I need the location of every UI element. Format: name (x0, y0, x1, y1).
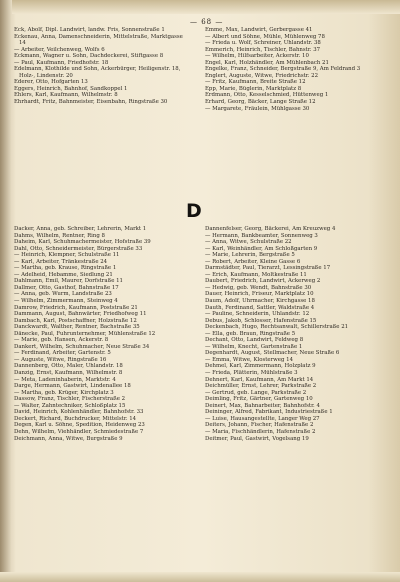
directory-entry: — Wilhelm, Zimmermann, Steinweg 4 (14, 298, 118, 305)
directory-entry: Dehnert, Karl, Kaufmann, Am Markt 14 (205, 376, 314, 383)
directory-entry: — Frieda, Plätterin, Mühlstraße 3 (205, 370, 298, 377)
directory-entry: — Frieda u. Wolf, Schreiner, Uhlandstr. 38 (205, 40, 321, 47)
directory-entry: Engel, Karl, Holzhändler, Am Mühlenbach 21 (205, 59, 329, 66)
top-left-column (14, 27, 190, 106)
directory-entry: — Ferdinand, Arbeiter, Gartenstr. 5 (14, 350, 111, 357)
directory-entry: Deimling, Fritz, Gärtner, Gartenweg 10 (205, 396, 313, 403)
directory-entry: Dahlmann, Emil, Maurer, Dorfstraße 11 (14, 278, 123, 285)
directory-entry: Dankert, Wilhelm, Schuhmacher, Neue Straße 34 (14, 343, 150, 350)
directory-entry: — Heinrich, Klempner, Schulstraße 11 (14, 252, 120, 259)
directory-entry: — Anna, geb. Wurm, Landstraße 23 (14, 291, 112, 298)
directory-entry: Dannenfelser, Georg, Bäckerei, Am Kreuzweg 4 (205, 226, 336, 232)
directory-entry: — Emma, Witwe, Klosterweg 14 (205, 356, 293, 363)
directory-entry: — Hedwig, geb. Wendt, Bahnstraße 30 (205, 284, 312, 291)
directory-entry: Eggers, Heinrich, Bahnhof, Sandkoppel 1 (14, 85, 128, 92)
directory-entry: Edelmann, Klothilde und Sohn, Ackerbürger, Heiligenstr. 18, Holz-, Lindenstr. 20 (14, 66, 181, 79)
directory-entry: — Martha, geb. Krause, Ringstraße 1 (14, 265, 117, 272)
right-column (205, 226, 381, 442)
directory-entry: Dammann, August, Bahnwärter, Friedhofweg 11 (14, 311, 147, 318)
section-letter: D (186, 200, 202, 222)
directory-entry: Danzig, Ernst, Kaufmann, Wilhelmstr. 8 (14, 370, 123, 377)
directory-entry: — Margarete, Fräulein, Mühlgasse 30 (205, 105, 310, 112)
directory-entry: Dänecke, Paul, Fuhrunternehmer, Mühlenstraße 12 (14, 330, 156, 337)
directory-entry: Deitmer, Paul, Gastwirt, Vogelsang 19 (205, 435, 309, 442)
directory-entry: Epp, Marie, Büglerin, Marktplatz 8 (205, 85, 302, 92)
directory-entry: Dauth, Ferdinand, Sattler, Waldstraße 4 (205, 304, 315, 311)
directory-entry: — Gertrud, geb. Lange, Parkstraße 2 (205, 389, 307, 396)
directory-entry: — Maria, Fischhändlerin, Hafenstraße 2 (205, 428, 316, 435)
directory-entry: — Walter, Zahntechniker, Schloßplatz 15 (14, 402, 126, 409)
directory-entry: — Karl, Weinhändler, Am Schloßgarten 9 (205, 245, 318, 252)
directory-entry: Englert, Auguste, Witwe, Friedrichstr. 22 (205, 72, 319, 79)
directory-entry: Dehn, Wilhelm, Viehhändler, Schmiedestraße 7 (14, 428, 144, 435)
directory-entry: Ehlers, Karl, Kaufmann, Wilhelmstr. 8 (14, 92, 118, 99)
directory-entry: — Wilhelm, Knecht, Gartenstraße 1 (205, 343, 303, 350)
directory-entry: Dehmel, Karl, Zimmermann, Holzplatz 9 (205, 363, 316, 370)
directory-entry: Dallmer, Otto, Gasthof, Bahnstraße 17 (14, 284, 119, 291)
left-column (14, 226, 190, 442)
directory-entry: — Pauline, Schneiderin, Uhlandstr. 12 (205, 311, 310, 318)
directory-entry: — Marie, geb. Hansen, Ackerstr. 8 (14, 337, 109, 344)
directory-entry: — Marie, Lehrerin, Bergstraße 5 (205, 252, 295, 259)
directory-entry: Eckenau, Anna, Damenschneiderin, Mittelstraße, Marktgasse 14 (14, 33, 183, 47)
directory-entry: Degenhardt, August, Stellmacher, Neue Straße 6 (205, 350, 340, 357)
directory-entry: Deckert, Richard, Buchdrucker, Mittelstr. 14 (14, 415, 137, 422)
top-right-column (205, 27, 381, 112)
directory-entry: Deichmann, Anna, Witwe, Burgstraße 9 (14, 435, 123, 442)
directory-entry: Deiters, Johann, Fischer, Hafenstraße 2 (205, 422, 314, 429)
directory-entry: Erhard, Georg, Bäcker, Lange Straße 12 (205, 99, 316, 106)
directory-entry: — Karl, Arbeiter, Tränkestraße 24 (14, 258, 108, 265)
page-top-edge (0, 0, 400, 14)
directory-entry: — Paul, Kaufmann, Friedhofstr. 18 (14, 59, 109, 66)
directory-entry: Erdmann, Otto, Kesselschmied, Hüttenweg 1 (205, 92, 329, 99)
directory-entry: — Auguste, Witwe, Ringstraße 16 (14, 356, 107, 363)
directory-entry: Deckenbach, Hugo, Rechtsanwalt, Schillerstraße 21 (205, 324, 349, 331)
directory-entry: Emmerich, Heinrich, Tischler, Bahnstr. 37 (205, 46, 321, 53)
directory-entry: Darge, Hermann, Gastwirt, Lindenallee 18 (14, 383, 131, 390)
directory-entry: Dahl, Otto, Schneidermeister, Bürgerstraße 33 (14, 245, 143, 252)
directory-entry: — Erich, Kaufmann, Moltkestraße 11 (205, 271, 307, 278)
directory-entry: — Luise, Hausangestellte, Langer Weg 27 (205, 415, 320, 422)
directory-entry: Dechant, Otto, Landwirt, Feldweg 8 (205, 337, 304, 344)
directory-entry: Ederer, Otto, Hofgarten 13 (14, 79, 88, 86)
directory-entry: Daubert, Friedrich, Landwirt, Ackerweg 2 (205, 278, 321, 285)
directory-entry: Eckmann, Wagner u. Sohn, Dachdeckerei, Stiftgasse 8 (14, 53, 164, 60)
directory-entry: Engelke, Franz, Schneider, Bergstraße 9, Am Feldrand 3 (205, 66, 361, 73)
directory-entry: Danckwardt, Walther, Rentner, Bachstraße 35 (14, 324, 140, 331)
page-bottom-edge (0, 572, 400, 582)
directory-entry: Darmstädter, Paul, Tierarzt, Lessingstraße 17 (205, 265, 331, 272)
directory-entry: David, Heinrich, Kohlenhändler, Bahnhofstr. 33 (14, 409, 144, 416)
directory-entry: — Robert, Arbeiter, Kleine Gasse 6 (205, 258, 301, 265)
directory-entry: Dacker, Anna, geb. Schreiber, Lehrerin, Markt 1 (14, 226, 147, 232)
directory-entry: — Fritz, Kaufmann, Breite Straße 12 (205, 79, 306, 86)
directory-entry: Dahms, Wilhelm, Rentner, Ring 8 (14, 232, 105, 239)
directory-entry: Damrow, Friedrich, Kaufmann, Poststraße 21 (14, 304, 138, 311)
directory-entry: — Arbeiter, Veilchenweg, Wolfs 6 (14, 46, 105, 53)
directory-entry: Ehrhardt, Fritz, Bahnmeister, Eisenbahn, Ringstraße 30 (14, 99, 168, 106)
directory-entry: — Anna, Witwe, Schulstraße 22 (205, 239, 292, 246)
directory-entry: — Wilhelm, Hilfsarbeiter, Ackerstr. 10 (205, 53, 309, 60)
directory-entry: Dassow, Franz, Tischler, Fischerstraße 2 (14, 396, 126, 403)
directory-entry: Debus, Jakob, Schlosser, Hafenstraße 15 (205, 317, 317, 324)
directory-entry: Dannenberg, Otto, Maler, Uhlandstr. 18 (14, 363, 123, 370)
directory-entry: Daheim, Karl, Schuhmachermeister, Hofstraße 39 (14, 239, 151, 246)
directory-entry: Emme, Max, Landwirt, Gerbergasse 41 (205, 27, 313, 33)
directory-entry: — Adelheid, Hebamme, Siedlung 21 (14, 271, 113, 278)
directory-entry: Deinert, Max, Bahnarbeiter, Bahnhofstr. 4 (205, 402, 320, 409)
directory-entry: Dambach, Karl, Postschaffner, Holzstraße 12 (14, 317, 137, 324)
directory-entry: — Meta, Ladeninhaberin, Marktstr. 4 (14, 376, 116, 383)
directory-entry: Daum, Adolf, Uhrmacher, Kirchgasse 18 (205, 298, 315, 305)
directory-entry: — Hermann, Bankbeamter, Sonnenweg 3 (205, 232, 318, 239)
directory-entry: Eck, Abolf, Dipl. Landwirt, landw. Fris, Sonnenstraße 1 (14, 27, 165, 33)
directory-entry: — Albert und Söhne, Mühle, Mühlenweg 78 (205, 33, 325, 40)
directory-entry: Dauer, Heinrich, Friseur, Marktplatz 10 (205, 291, 314, 298)
page-number: — 68 — (190, 18, 224, 26)
directory-entry: Deininger, Alfred, Fabrikant, Industriestraße 1 (205, 409, 333, 416)
directory-entry: Degen, Karl u. Söhne, Spedition, Heidenweg 23 (14, 422, 145, 429)
directory-entry: — Martha, geb. Krüger, Kirchplatz 3 (14, 389, 114, 396)
directory-entry: Deichmüller, Ernst, Lehrer, Parkstraße 2 (205, 383, 317, 390)
page-binding-edge (0, 0, 12, 582)
directory-entry: — Ella, geb. Braun, Ringstraße 5 (205, 330, 296, 337)
